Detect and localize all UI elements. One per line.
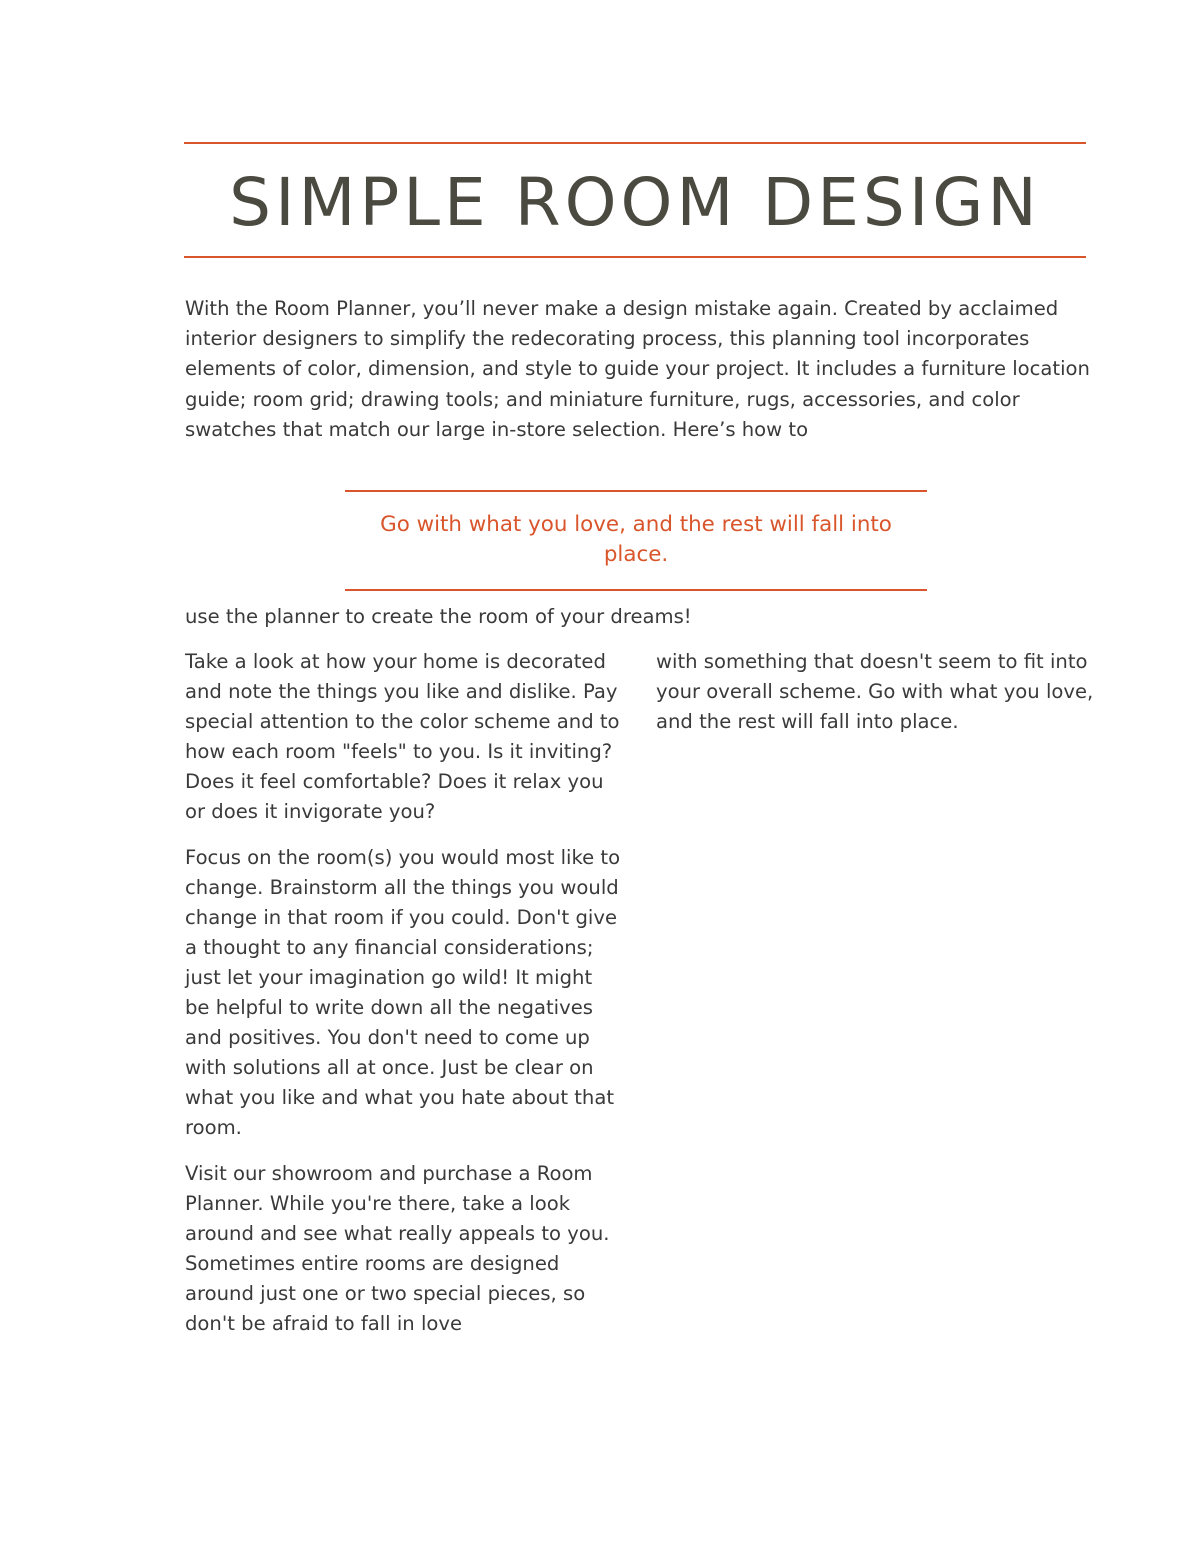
body-paragraph-1: Take a look at how your home is decorated and note the things you like and dislike. Pay special attention to the color scheme and to how each room "feels" to you. Is it inviting? Does it feel comfortable? Does it relax you or does it invigorate you? (185, 650, 620, 824)
title-top-rule (184, 142, 1086, 144)
pullquote-bottom-rule (345, 589, 927, 591)
body-paragraph-2: Focus on the room(s) you would most like to change. Brainstorm all the things you would change in that room if you could. Don't give a thought to any financial considerations; just let your imagination go wild! It might be helpful to write down all the negatives and positives. You don't need to come up with solutions all at once. Just be clear on what you like and what you hate about that room. (185, 845, 621, 1140)
pullquote-top-rule (345, 490, 927, 492)
pullquote: Go with what you love, and the rest will fall into place. (380, 512, 892, 567)
body-paragraph-3: Visit our showroom and purchase a Room Planner. While you're there, take a look around and see what really appeals to you. Sometimes entire rooms are designed around just one or two special pieces, so don't be afraid to fall in love (185, 1161, 610, 1335)
intro-continuation: use the planner to create the room of your dreams! (185, 605, 692, 628)
page-title: SIMPLE ROOM DESIGN (229, 164, 1041, 241)
body-paragraph-3-continued: with something that doesn't seem to fit into your overall scheme. Go with what you love, and the rest will fall into place. (656, 650, 1094, 734)
title-bottom-rule (184, 256, 1086, 258)
intro-paragraph: With the Room Planner, you’ll never make a design mistake again. Created by acclaimed interior designers to simplify the redecorating process, this planning tool incorporates elements of color, dimension, and style to guide your project. It includes a furniture location guide; room grid; drawing tools; and miniature furniture, rugs, accessories, and color swatches that match our large in-store selection. Here’s how to (185, 297, 1090, 441)
right-column (656, 647, 1096, 752)
left-column (185, 647, 621, 1354)
